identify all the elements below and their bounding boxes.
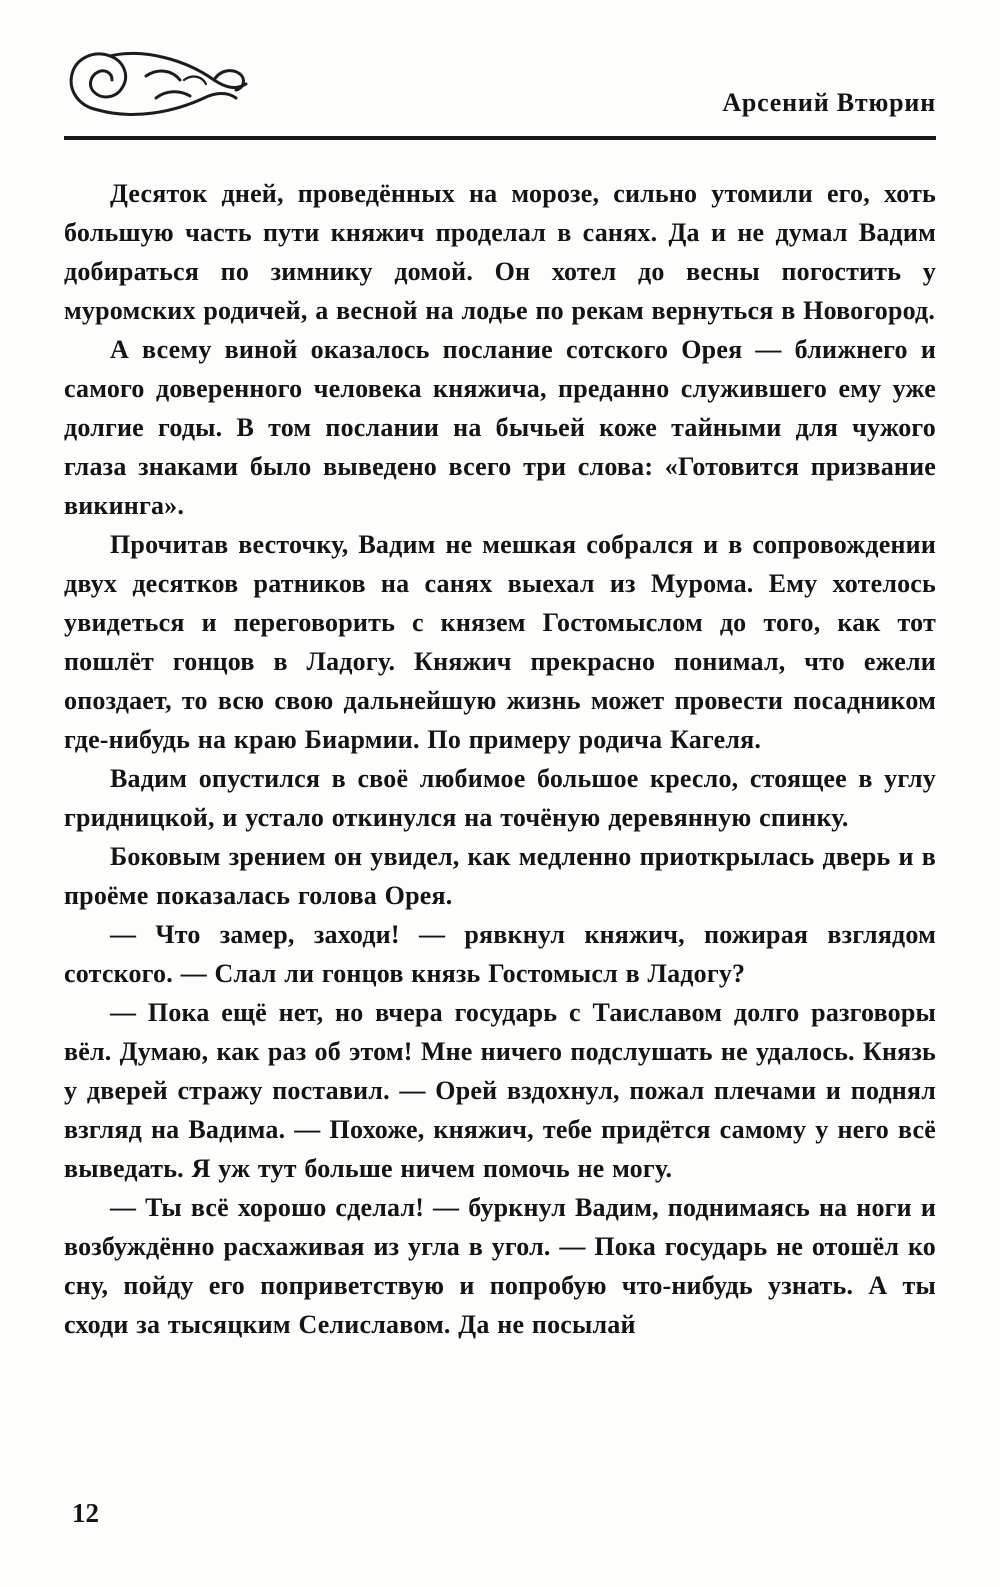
body-text: [64, 174, 936, 1344]
paragraph: Прочитав весточку, Вадим не мешкая собрался и в сопровождении двух десятков ратников на санях выехал из Мурома. Ему хотелось увидеться и переговорить с князем Гостомыслом до того, как тот пошлёт гонцов в Ладогу. Княжич прекрасно понимал, что ежели опоздает, то всю свою дальнейшую жизнь может провести посадником где-нибудь на краю Биармии. По примеру родича Кагеля.: [64, 530, 936, 754]
page-header: [64, 46, 936, 140]
running-head-author: Арсений Втюрин: [722, 88, 936, 117]
scroll-flourish-ornament-icon: [64, 46, 254, 124]
paragraph: Боковым зрением он увидел, как медленно приоткрылась дверь и в проёме показалась голова Орея.: [64, 842, 936, 910]
paragraph-dialogue: — Пока ещё нет, но вчера государь с Таиславом долго разговоры вёл. Думаю, как раз об этом! Мне ничего подслушать не удалось. Князь у дверей стражу поставил. — Орей вздохнул, пожал плечами и поднял взгляд на Вадима. — Похоже, княжич, тебе придётся самому у него всё выведать. Я уж тут больше ничем помочь не могу.: [64, 998, 936, 1183]
paragraph-dialogue: — Ты всё хорошо сделал! — буркнул Вадим, поднимаясь на ноги и возбуждённо расхаживая из угла в угол. — Пока государь не отошёл ко сну, пойду его поприветствую и попробую что-нибудь узнать. А ты сходи за тысяцким Селиславом. Да не посылай: [64, 1193, 936, 1339]
paragraph: Десяток дней, проведённых на морозе, сильно утомили его, хоть большую часть пути княжич проделал в санях. Да и не думал Вадим добираться по зимнику домой. Он хотел до весны погостить у муромских родичей, а весной на лодье по рекам вернуться в Новогород.: [64, 179, 936, 325]
paragraph: Вадим опустился в своё любимое большое кресло, стоящее в углу гридницкой, и устало откинулся на точёную деревянную спинку.: [64, 764, 936, 832]
page-number: 12: [72, 1498, 99, 1528]
paragraph: А всему виной оказалось послание сотского Орея — ближнего и самого доверенного человека княжича, преданно служившего ему уже долгие годы. В том послании на бычьей коже тайными для чужого глаза знаками было выведено всего три слова: «Готовится призвание викинга».: [64, 335, 936, 520]
paragraph-dialogue: — Что замер, заходи! — рявкнул княжич, пожирая взглядом сотского. — Слал ли гонцов князь Гостомысл в Ладогу?: [64, 920, 936, 988]
